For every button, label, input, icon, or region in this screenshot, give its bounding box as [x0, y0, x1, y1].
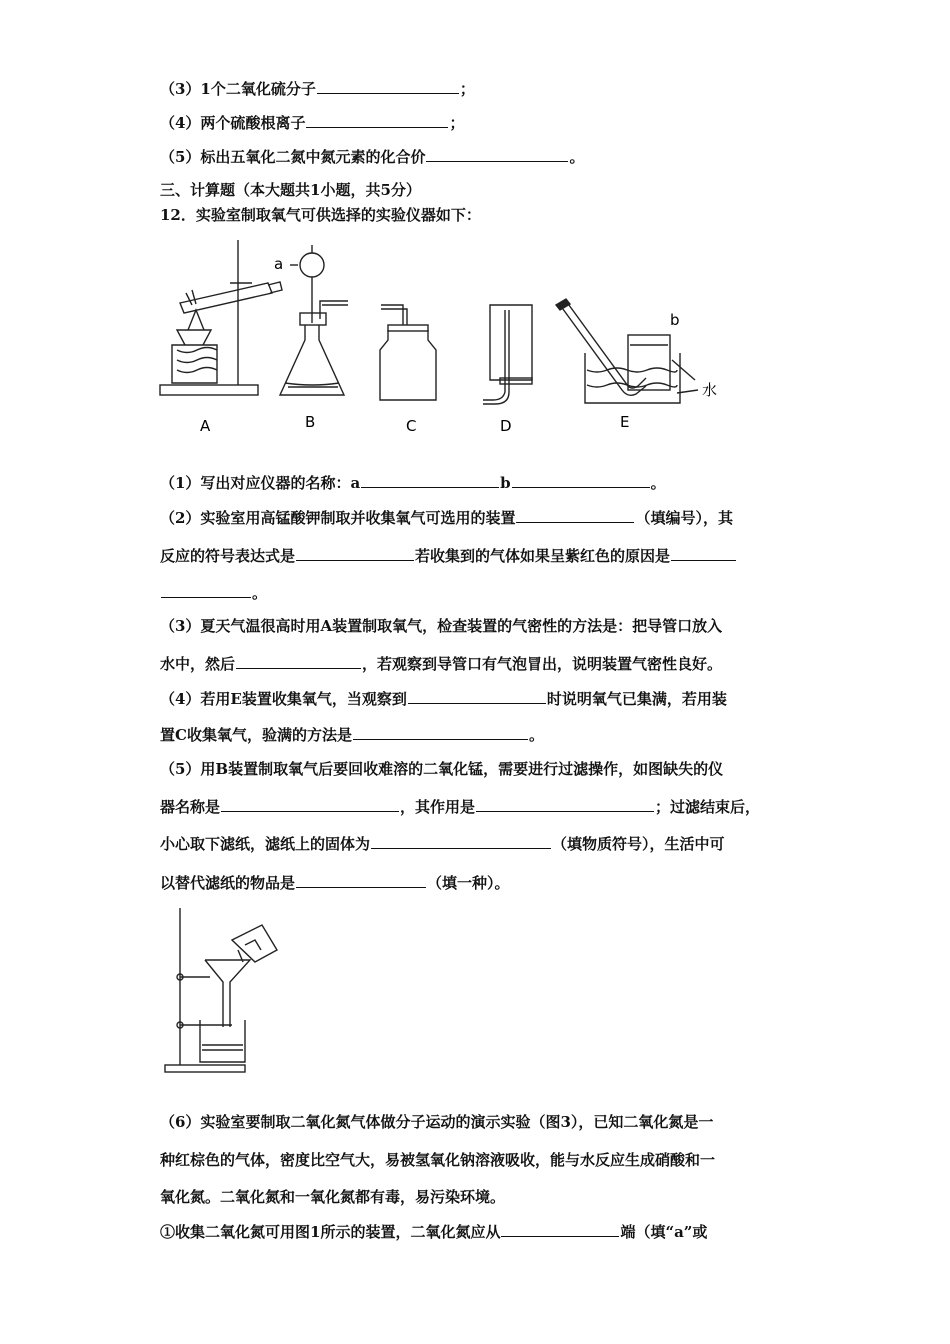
- q12-6-cont2: 氧化氮。二氧化氮和一氧化氮都有毒，易污染环境。: [160, 1188, 506, 1206]
- q12-2-cont: 反应的符号表达式是 若收集到的气体如果呈紫红色的原因是: [160, 545, 737, 566]
- q12-6: （6）实验室要制取二氧化氮气体做分子运动的演示实验（图3），已知二氧化氮是一: [160, 1113, 714, 1131]
- q12-6-cont: 种红棕色的气体，密度比空气大，易被氢氧化钠溶液吸收，能与水反应生成硝酸和一: [160, 1151, 716, 1169]
- answer-blank[interactable]: [516, 507, 634, 523]
- label-instrument-b: b: [670, 311, 680, 329]
- answer-blank-a[interactable]: [361, 472, 499, 488]
- answer-blank[interactable]: [426, 146, 568, 162]
- q12-4: （4）若用E装置收集氧气，当观察到 时说明氧气已集满，若用装: [160, 690, 727, 708]
- answer-blank-b[interactable]: [512, 472, 650, 488]
- q12-5-cont: 器名称是 ，其作用是 ；过滤结束后，: [160, 798, 761, 816]
- q12-2: （2）实验室用高锰酸钾制取并收集氧气可选用的装置 （填编号），其: [160, 509, 733, 527]
- answer-blank[interactable]: [306, 112, 448, 128]
- q11-5: （5）标出五氧化二氮中氮元素的化合价 。: [160, 148, 585, 166]
- label-a-figure: A: [200, 417, 211, 435]
- q12-2-cont2: 。: [160, 582, 267, 603]
- label-instrument-a: a: [274, 255, 284, 273]
- answer-blank[interactable]: [296, 545, 414, 561]
- answer-blank[interactable]: [476, 796, 654, 812]
- label-c-figure: C: [406, 417, 417, 435]
- answer-blank[interactable]: [371, 833, 551, 849]
- q12-5: （5）用B装置制取氧气后要回收难溶的二氧化锰，需要进行过滤操作，如图缺失的仪: [160, 760, 724, 778]
- q12-5-cont2: 小心取下滤纸，滤纸上的固体为 （填物质符号），生活中可: [160, 835, 725, 853]
- apparatus-figure: [150, 235, 750, 440]
- q11-4: （4）两个硫酸根离子 ；: [160, 114, 465, 132]
- q11-3: （3）1个二氧化硫分子 ；: [160, 80, 475, 98]
- label-d-figure: D: [500, 417, 512, 435]
- q12-4-cont: 置C收集氧气，验满的方法是 。: [160, 726, 544, 744]
- answer-blank[interactable]: [236, 653, 361, 669]
- q12-1: （1）写出对应仪器的名称：a b 。: [160, 474, 666, 492]
- apparatus-c: [380, 305, 436, 400]
- answer-blank[interactable]: [408, 688, 546, 704]
- q12-3: （3）夏天气温很高时用A装置制取氧气，检查装置的气密性的方法是：把导管口放入: [160, 617, 723, 635]
- q12-3-cont: 水中，然后 ，若观察到导管口有气泡冒出，说明装置气密性良好。: [160, 655, 723, 673]
- q12-5-cont3: 以替代滤纸的物品是 （填一种）。: [160, 874, 510, 892]
- label-e-figure: E: [620, 413, 630, 431]
- q12-6-1: ①收集二氧化氮可用图1所示的装置，二氧化氮应从 端（填“a”或: [160, 1223, 708, 1241]
- answer-blank[interactable]: [671, 545, 736, 561]
- label-water: 水: [702, 381, 718, 399]
- answer-blank[interactable]: [317, 78, 459, 94]
- apparatus-d: [483, 305, 532, 404]
- filtration-figure: [160, 905, 290, 1075]
- answer-blank[interactable]: [353, 724, 528, 740]
- answer-blank[interactable]: [221, 796, 399, 812]
- answer-blank[interactable]: [161, 582, 251, 598]
- section-heading: 三、计算题（本大题共1小题，共5分）: [160, 181, 421, 199]
- answer-blank[interactable]: [501, 1221, 619, 1237]
- apparatus-a: [160, 240, 282, 395]
- label-b-figure: B: [305, 413, 316, 431]
- apparatus-b: [280, 245, 348, 395]
- q12-stem: 12．实验室制取氧气可供选择的实验仪器如下：: [160, 206, 481, 224]
- answer-blank[interactable]: [296, 872, 426, 888]
